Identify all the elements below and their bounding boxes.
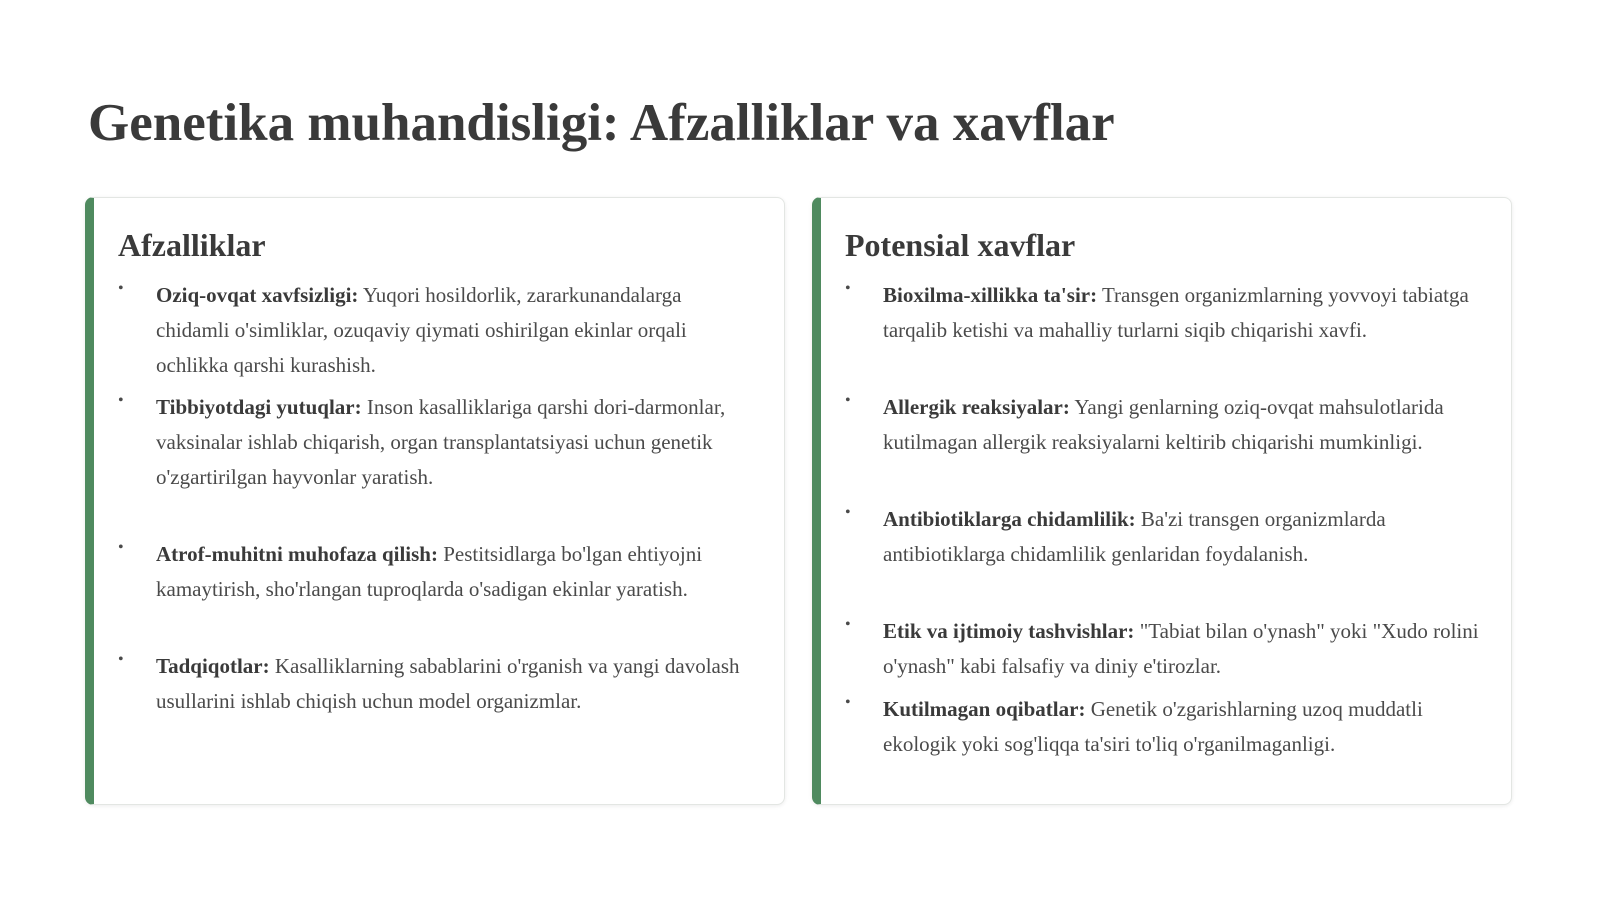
bullet-icon: • (118, 651, 124, 668)
list-item (845, 614, 1485, 684)
bullet-icon: • (845, 280, 851, 297)
bullet-icon: • (118, 539, 124, 556)
list-item (118, 390, 758, 495)
item-text (883, 390, 1485, 460)
item-description: Yuqori hosildorlik, zararkunandalarga chidamli o'simliklar, ozuqaviy qiymati oshirilgan ekinlar orqali ochlikka qarshi kurashish. (156, 283, 687, 377)
bullet-icon: • (118, 280, 124, 297)
item-term: Allergik reaksiyalar: (883, 395, 1070, 419)
item-description: Kasalliklarning sabablarini o'rganish va yangi davolash usullarini ishlab chiqish uchun model organizmlar. (156, 654, 740, 713)
bullet-icon: • (845, 616, 851, 633)
item-term: Kutilmagan oqibatlar: (883, 697, 1086, 721)
item-description: Transgen organizmlarning yovvoyi tabiatga tarqalib ketishi va mahalliy turlarni siqib chiqarishi xavfi. (883, 283, 1469, 342)
slide-title: Genetika muhandisligi: Afzalliklar va xavflar (88, 94, 1115, 152)
list-item (845, 502, 1485, 572)
item-text (883, 692, 1485, 762)
bullet-icon: • (845, 504, 851, 521)
item-description: Genetik o'zgarishlarning uzoq muddatli ekologik yoki sog'liqqa ta'siri to'liq o'rganilmaganligi. (883, 697, 1423, 756)
bullet-icon: • (845, 694, 851, 711)
list-item (118, 278, 758, 383)
item-term: Tadqiqotlar: (156, 654, 270, 678)
item-text (156, 278, 758, 383)
item-description: "Tabiat bilan o'ynash" yoki "Xudo rolini o'ynash" kabi falsafiy va diniy e'tirozlar. (883, 619, 1479, 678)
list-item (845, 390, 1485, 460)
item-text (883, 502, 1485, 572)
item-term: Oziq-ovqat xavfsizligi: (156, 283, 359, 307)
item-description: Inson kasalliklariga qarshi dori-darmonlar, vaksinalar ishlab chiqarish, organ transplantatsiyasi uchun genetik o'zgartirilgan hayvonlar yaratish. (156, 395, 726, 489)
item-term: Atrof-muhitni muhofaza qilish: (156, 542, 438, 566)
item-term: Etik va ijtimoiy tashvishlar: (883, 619, 1135, 643)
advantages-heading: Afzalliklar (118, 227, 266, 263)
bullet-icon: • (118, 392, 124, 409)
list-item (118, 649, 758, 719)
list-item (118, 537, 758, 607)
item-term: Antibiotiklarga chidamlilik: (883, 507, 1136, 531)
item-text (883, 614, 1485, 684)
item-text (156, 390, 758, 495)
item-description: Yangi genlarning oziq-ovqat mahsulotlarida kutilmagan allergik reaksiyalarni keltirib chiqarishi mumkinligi. (883, 395, 1444, 454)
item-text (883, 278, 1485, 348)
item-description: Ba'zi transgen organizmlarda antibiotiklarga chidamlilik genlaridan foydalanish. (883, 507, 1386, 566)
risks-card (812, 197, 1512, 805)
item-term: Bioxilma-xillikka ta'sir: (883, 283, 1098, 307)
risks-heading: Potensial xavflar (845, 227, 1076, 263)
advantages-card (85, 197, 785, 805)
item-description: Pestitsidlarga bo'lgan ehtiyojni kamaytirish, sho'rlangan tuproqlarda o'sadigan ekinlar yaratish. (156, 542, 703, 601)
list-item (845, 692, 1485, 762)
item-term: Tibbiyotdagi yutuqlar: (156, 395, 362, 419)
bullet-icon: • (845, 392, 851, 409)
item-text (156, 537, 758, 607)
list-item (845, 278, 1485, 348)
item-text (156, 649, 758, 719)
